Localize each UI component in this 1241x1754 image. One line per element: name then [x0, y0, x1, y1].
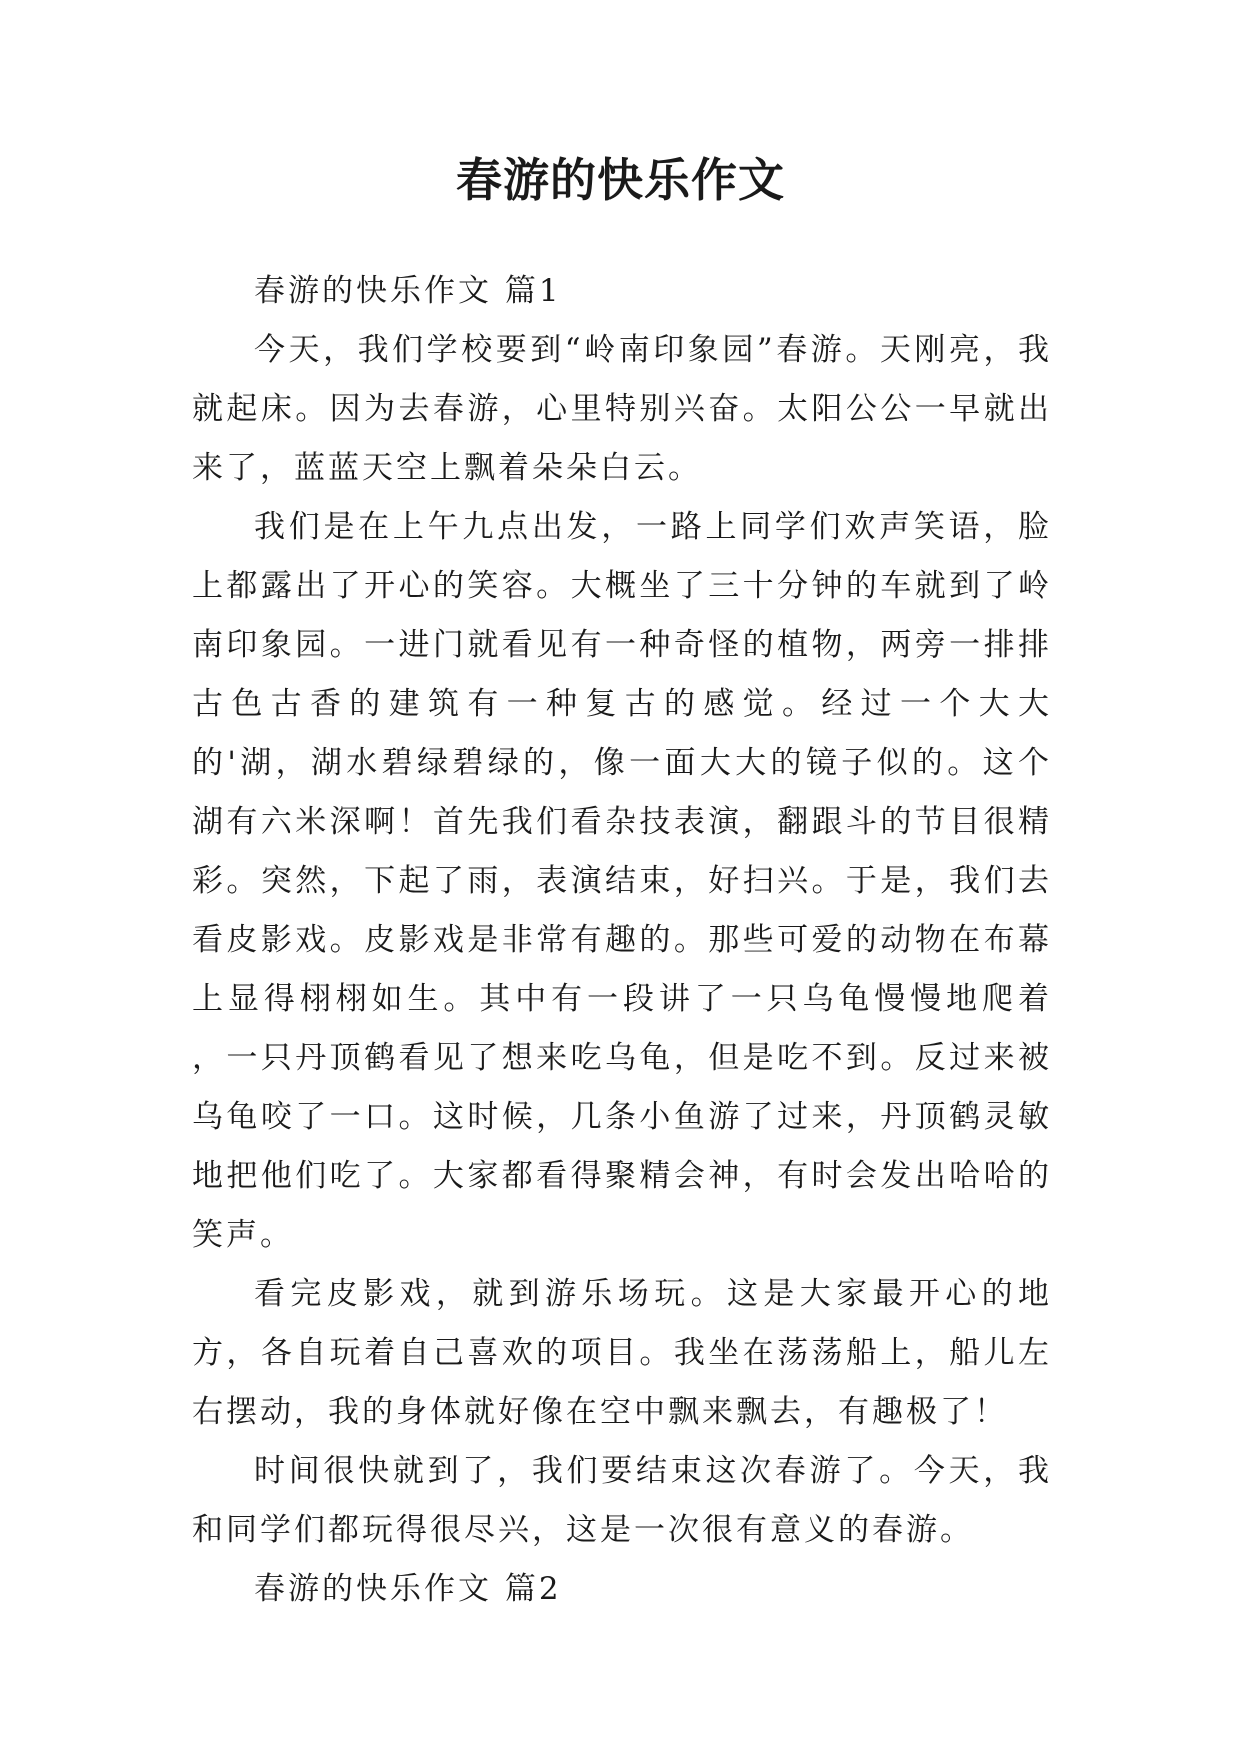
section-heading: 春游的快乐作文 篇1 [254, 273, 562, 309]
paragraph: 我们是在上午九点出发，一路上同学们欢声笑语，脸上都露出了开心的笑容。大概坐了三十分钟的车就到了岭南印象园。一进门就看见有一种奇怪的植物，两旁一排排古色古香的建筑有一种复古的感觉。经过一个大大的'湖，湖水碧绿碧绿的，像一面大大的镜子似的。这个湖有六米深啊！首先我们看杂技表演，翻跟斗的节目很精彩。突然，下起了雨，表演结束，好扫兴。于是，我们去看皮影戏。皮影戏是非常有趣的。那些可爱的动物在布幕上显得栩栩如生。其中有一段讲了一只乌龟慢慢地爬着 ，一只丹顶鹤看见了想来吃乌龟，但是吃不到。反过来被乌龟咬了一口。这时候，几条小鱼游了过来，丹顶鹤灵敏地把他们吃了。大家都看得聚精会神，有时会发出哈哈的笑声。 [192, 509, 1052, 1253]
section-heading: 春游的快乐作文 篇2 [254, 1571, 562, 1607]
document-body [192, 262, 1052, 1619]
paragraph: 时间很快就到了，我们要结束这次春游了。今天，我和同学们都玩得很尽兴，这是一次很有意义的春游。 [192, 1453, 1052, 1548]
paragraph: 今天，我们学校要到“岭南印象园”春游。天刚亮，我就起床。因为去春游，心里特别兴奋。太阳公公一早就出来了，蓝蓝天空上飘着朵朵白云。 [192, 332, 1052, 486]
document-title: 春游的快乐作文 [456, 153, 785, 207]
paragraph: 看完皮影戏，就到游乐场玩。这是大家最开心的地方，各自玩着自己喜欢的项目。我坐在荡荡船上，船儿左右摆动，我的身体就好像在空中飘来飘去，有趣极了！ [192, 1276, 1052, 1430]
